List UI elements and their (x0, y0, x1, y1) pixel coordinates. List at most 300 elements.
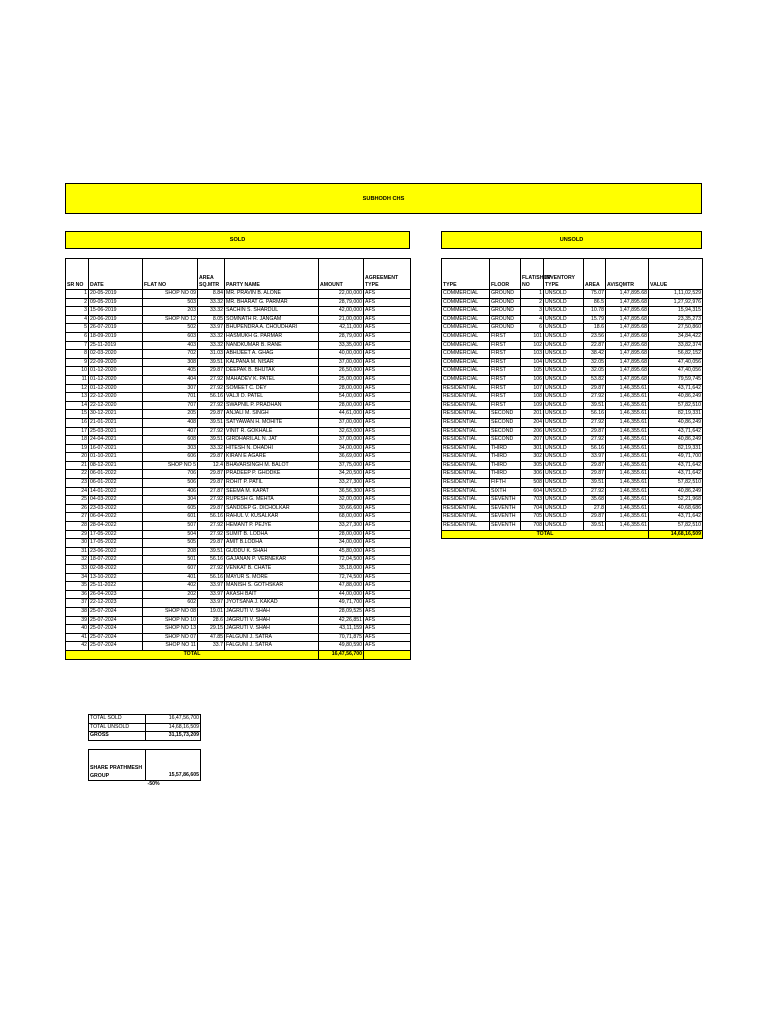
sold-cell: AFS (364, 315, 411, 324)
sold-cell: HITESH N. DHADHI (225, 444, 319, 453)
unsold-row (442, 307, 703, 316)
sold-cell: AFS (364, 324, 411, 333)
unsold-cell: 53.82 (584, 375, 606, 384)
sold-cell: 27.92 (198, 530, 225, 539)
summary-label: GROSS (89, 732, 146, 741)
sold-cell: 33.32 (198, 444, 225, 453)
sold-cell: 28,00,000 (319, 401, 364, 410)
sold-cell: 603 (143, 332, 198, 341)
unsold-cell: 1,46,355.61 (606, 513, 649, 522)
unsold-total-value: 14,68,16,509 (649, 530, 703, 539)
unsold-row (442, 504, 703, 513)
sold-cell: 40,00,000 (319, 350, 364, 359)
unsold-cell: UNSOLD (544, 298, 584, 307)
unsold-row (442, 298, 703, 307)
sold-cell: 602 (143, 599, 198, 608)
unsold-cell: FIRST (490, 393, 521, 402)
unsold-cell: 106 (521, 375, 544, 384)
sold-cell: AFS (364, 298, 411, 307)
sold-cell: 35,18,000 (319, 565, 364, 574)
unsold-cell: SIXTH (490, 487, 521, 496)
sold-cell: MR. BHARAT G. PARMAR (225, 298, 319, 307)
col-header-area: AREA SQ.MTR (198, 259, 225, 290)
col-header-flat-shop-no: FLAT/SHOP NO (521, 259, 544, 290)
sold-cell: 10 (66, 367, 89, 376)
sold-row (66, 410, 411, 419)
sold-cell: 407 (143, 427, 198, 436)
sold-cell: AFS (364, 582, 411, 591)
unsold-cell: RESIDENTIAL (442, 522, 490, 531)
unsold-row (442, 324, 703, 333)
sold-row (66, 290, 411, 299)
sold-cell: 23 (66, 479, 89, 488)
unsold-cell: SECOND (490, 427, 521, 436)
sold-cell: 33,27,300 (319, 479, 364, 488)
sold-row (66, 324, 411, 333)
unsold-cell: 1,46,355.61 (606, 444, 649, 453)
unsold-cell: GROUND (490, 307, 521, 316)
unsold-cell: 102 (521, 341, 544, 350)
sold-cell: 25-07-2024 (89, 616, 143, 625)
unsold-cell: 1,47,895.68 (606, 290, 649, 299)
unsold-cell: 2 (521, 298, 544, 307)
sold-cell: AFS (364, 307, 411, 316)
sold-cell: 32,00,000 (319, 496, 364, 505)
sold-cell: 22-12-2020 (89, 401, 143, 410)
sold-cell: AFS (364, 341, 411, 350)
unsold-cell: UNSOLD (544, 504, 584, 513)
unsold-cell: 201 (521, 410, 544, 419)
sold-cell: 3 (66, 307, 89, 316)
sold-cell: AFS (364, 384, 411, 393)
unsold-cell: 49,71,700 (649, 453, 703, 462)
unsold-cell: 82,19,331 (649, 444, 703, 453)
sold-cell: 20-05-2019 (89, 290, 143, 299)
sold-cell: 6 (66, 332, 89, 341)
sold-cell: 15-06-2019 (89, 307, 143, 316)
sold-cell: 01-12-2020 (89, 384, 143, 393)
sold-row (66, 539, 411, 548)
unsold-cell: 32.05 (584, 367, 606, 376)
sold-cell: 47.85 (198, 633, 225, 642)
unsold-cell: RESIDENTIAL (442, 461, 490, 470)
unsold-cell: 109 (521, 401, 544, 410)
share-table (88, 749, 201, 789)
unsold-cell: 27.8 (584, 504, 606, 513)
unsold-cell: RESIDENTIAL (442, 427, 490, 436)
sold-cell: AFS (364, 479, 411, 488)
sold-cell: 27.92 (198, 401, 225, 410)
unsold-cell: 708 (521, 522, 544, 531)
unsold-cell: UNSOLD (544, 332, 584, 341)
unsold-row (442, 513, 703, 522)
sold-cell: 04-03-2022 (89, 496, 143, 505)
sold-cell: 501 (143, 556, 198, 565)
unsold-cell: 6 (521, 324, 544, 333)
sold-cell: 28,79,000 (319, 298, 364, 307)
unsold-cell: 39.51 (584, 401, 606, 410)
sold-cell: 607 (143, 565, 198, 574)
sold-cell: 22,00,000 (319, 290, 364, 299)
col-header-date: DATE (89, 259, 143, 290)
sold-cell: 504 (143, 530, 198, 539)
sold-cell: 32,63,000 (319, 427, 364, 436)
sold-cell: SHOP NO 08 (143, 607, 198, 616)
sold-total-label: TOTAL (66, 650, 319, 659)
sold-cell: 39.51 (198, 436, 225, 445)
unsold-cell: 52,21,968 (649, 496, 703, 505)
unsold-cell: UNSOLD (544, 444, 584, 453)
share-value: 15,57,86,605 (146, 750, 201, 781)
sold-cell: AFS (364, 530, 411, 539)
sold-row (66, 470, 411, 479)
sold-cell: 14-01-2022 (89, 487, 143, 496)
col-header-type: TYPE (442, 259, 490, 290)
unsold-cell: UNSOLD (544, 393, 584, 402)
sold-row (66, 393, 411, 402)
sold-row (66, 504, 411, 513)
unsold-cell: COMMERCIAL (442, 307, 490, 316)
sold-cell: 70,71,875 (319, 633, 364, 642)
sold-cell: 18-09-2019 (89, 332, 143, 341)
sold-cell: 404 (143, 375, 198, 384)
sold-row (66, 307, 411, 316)
unsold-cell: COMMERCIAL (442, 324, 490, 333)
sold-cell: SUMIT B. LODHA (225, 530, 319, 539)
unsold-cell: 1,46,355.61 (606, 401, 649, 410)
sold-cell: BHAVARSINGH M. BALOT (225, 461, 319, 470)
sold-cell: 25-11-2019 (89, 341, 143, 350)
unsold-cell: UNSOLD (544, 410, 584, 419)
sold-cell: KIRAN E AGARE (225, 453, 319, 462)
sold-cell: 8.05 (198, 315, 225, 324)
unsold-cell: 29.87 (584, 427, 606, 436)
sold-cell: 28,00,000 (319, 384, 364, 393)
unsold-cell: 23,35,273 (649, 315, 703, 324)
unsold-cell: UNSOLD (544, 427, 584, 436)
sold-cell: 72,04,500 (319, 556, 364, 565)
unsold-cell: 1,46,355.61 (606, 384, 649, 393)
unsold-cell: 206 (521, 427, 544, 436)
sold-row (66, 401, 411, 410)
sold-cell: 36,56,300 (319, 487, 364, 496)
unsold-cell: 3 (521, 307, 544, 316)
unsold-row (442, 290, 703, 299)
unsold-cell: COMMERCIAL (442, 341, 490, 350)
sold-cell: SHOP NO 5 (143, 461, 198, 470)
unsold-cell: 1,46,355.61 (606, 487, 649, 496)
unsold-cell: 27,50,860 (649, 324, 703, 333)
sold-cell: 25-11-2022 (89, 582, 143, 591)
unsold-header-row (442, 259, 703, 290)
sold-cell: 06-04-2022 (89, 513, 143, 522)
sold-cell: 21 (66, 461, 89, 470)
sold-cell: AFS (364, 539, 411, 548)
sold-cell: RAHUL V. KUSALKAR (225, 513, 319, 522)
unsold-cell: UNSOLD (544, 496, 584, 505)
unsold-cell: UNSOLD (544, 436, 584, 445)
unsold-cell: 104 (521, 358, 544, 367)
sold-cell: 33.97 (198, 590, 225, 599)
sold-cell: 27.92 (198, 496, 225, 505)
sold-cell: 28.6 (198, 616, 225, 625)
sold-cell: 29.15 (198, 625, 225, 634)
sold-cell: 01-10-2021 (89, 453, 143, 462)
sold-cell: 35 (66, 582, 89, 591)
sold-row (66, 358, 411, 367)
sold-cell: SHOP NO 07 (143, 633, 198, 642)
unsold-cell: 1,11,02,529 (649, 290, 703, 299)
unsold-cell: SEVENTH (490, 496, 521, 505)
unsold-cell: RESIDENTIAL (442, 513, 490, 522)
unsold-cell: COMMERCIAL (442, 350, 490, 359)
sold-cell: 608 (143, 436, 198, 445)
sold-cell: GUDDU K. SHAH (225, 547, 319, 556)
sold-row (66, 444, 411, 453)
unsold-cell: UNSOLD (544, 522, 584, 531)
sold-row (66, 487, 411, 496)
sold-cell: 28,09,525 (319, 607, 364, 616)
unsold-cell: FIRST (490, 375, 521, 384)
unsold-cell: 604 (521, 487, 544, 496)
unsold-cell: 105 (521, 367, 544, 376)
sold-cell: 12 (66, 384, 89, 393)
unsold-cell: 47,40,056 (649, 367, 703, 376)
unsold-cell: 35.68 (584, 496, 606, 505)
sold-cell: 56.16 (198, 513, 225, 522)
sold-cell: MAHADEV K. PATEL (225, 375, 319, 384)
sold-cell: AFS (364, 573, 411, 582)
sold-cell: 701 (143, 393, 198, 402)
unsold-cell: 56.16 (584, 444, 606, 453)
col-header-flat-no: FLAT NO (143, 259, 198, 290)
unsold-row (442, 487, 703, 496)
sold-cell: AFS (364, 599, 411, 608)
unsold-cell: 57,82,510 (649, 479, 703, 488)
sold-cell: 42,26,851 (319, 616, 364, 625)
sold-cell: 505 (143, 539, 198, 548)
unsold-cell: COMMERCIAL (442, 332, 490, 341)
share-percent-spacer (89, 781, 146, 789)
sold-cell: SHOP NO 13 (143, 625, 198, 634)
unsold-cell: THIRD (490, 470, 521, 479)
sold-row (66, 642, 411, 651)
sold-cell: 26,50,000 (319, 367, 364, 376)
unsold-cell: GROUND (490, 315, 521, 324)
sold-cell: RUPESH G. MEHTA (225, 496, 319, 505)
unsold-cell: SECOND (490, 410, 521, 419)
unsold-row (442, 350, 703, 359)
sold-cell: 29.87 (198, 453, 225, 462)
sold-cell: SHOP NO 11 (143, 642, 198, 651)
sold-cell: 34,00,000 (319, 539, 364, 548)
unsold-cell: FIRST (490, 358, 521, 367)
sold-cell: SATYAWAN H. MOHITE (225, 418, 319, 427)
unsold-cell: 1,46,355.61 (606, 522, 649, 531)
col-header-value: VALUE (649, 259, 703, 290)
sold-cell: 24 (66, 487, 89, 496)
unsold-cell: 32.05 (584, 358, 606, 367)
unsold-cell: 33,82,374 (649, 341, 703, 350)
sold-cell: 40 (66, 625, 89, 634)
sold-cell: 45,80,000 (319, 547, 364, 556)
unsold-cell: 47,40,056 (649, 358, 703, 367)
sold-cell: 49,80,590 (319, 642, 364, 651)
sold-cell: 308 (143, 358, 198, 367)
sold-cell: 19 (66, 444, 89, 453)
sold-cell: 29.87 (198, 504, 225, 513)
sold-cell: 37,00,000 (319, 358, 364, 367)
sold-total-row (66, 650, 411, 659)
sold-cell: 33.97 (198, 582, 225, 591)
unsold-cell: 33.97 (584, 453, 606, 462)
sold-cell: 406 (143, 487, 198, 496)
share-percent: -50% (147, 781, 160, 787)
sold-cell: SWAPNIL P. PRADHAN (225, 401, 319, 410)
sold-cell: 02-08-2022 (89, 565, 143, 574)
unsold-cell: 703 (521, 496, 544, 505)
unsold-cell: 1,46,355.61 (606, 479, 649, 488)
unsold-cell: UNSOLD (544, 461, 584, 470)
unsold-row (442, 410, 703, 419)
unsold-cell: 704 (521, 504, 544, 513)
sold-cell: FALGUNI J. SATRA (225, 633, 319, 642)
unsold-cell: FIRST (490, 332, 521, 341)
unsold-cell: 1,47,895.68 (606, 332, 649, 341)
unsold-cell: 10.78 (584, 307, 606, 316)
unsold-row (442, 522, 703, 531)
unsold-row (442, 401, 703, 410)
unsold-cell: 204 (521, 418, 544, 427)
sold-cell: JYOTSANA J. KAKAD (225, 599, 319, 608)
sold-cell: JAGRUTI V. SHAH (225, 616, 319, 625)
unsold-cell: 27.92 (584, 487, 606, 496)
unsold-cell: 15,94,315 (649, 307, 703, 316)
col-header-party-name: PARTY NAME (225, 259, 319, 290)
sold-cell: 25-07-2024 (89, 607, 143, 616)
unsold-row (442, 470, 703, 479)
share-percent-row (89, 781, 201, 789)
unsold-cell: RESIDENTIAL (442, 384, 490, 393)
unsold-cell: FIRST (490, 367, 521, 376)
sold-cell: 22-12-2023 (89, 599, 143, 608)
sold-cell: 44,61,000 (319, 410, 364, 419)
unsold-cell: 29.87 (584, 470, 606, 479)
sold-row (66, 573, 411, 582)
unsold-cell: 27.92 (584, 393, 606, 402)
sold-cell: 22-09-2020 (89, 358, 143, 367)
sold-cell: 33.32 (198, 332, 225, 341)
unsold-cell: SEVENTH (490, 522, 521, 531)
unsold-cell: THIRD (490, 461, 521, 470)
sold-cell: 506 (143, 479, 198, 488)
sold-cell: 28-04-2022 (89, 522, 143, 531)
sold-cell: JAGRUTI V. SHAH (225, 607, 319, 616)
sold-cell: 32 (66, 556, 89, 565)
sold-cell: 33,27,300 (319, 522, 364, 531)
sold-cell: 09-05-2019 (89, 298, 143, 307)
unsold-cell: 1,47,895.68 (606, 307, 649, 316)
sold-cell: 13 (66, 393, 89, 402)
summary-row-gross (89, 732, 201, 741)
unsold-cell: 40,68,686 (649, 504, 703, 513)
unsold-cell: 18.6 (584, 324, 606, 333)
sold-cell: 38 (66, 607, 89, 616)
unsold-row (442, 453, 703, 462)
sold-cell: SHOP NO 09 (143, 290, 198, 299)
sold-cell: 26-04-2023 (89, 590, 143, 599)
sold-row (66, 341, 411, 350)
sold-cell: 21,00,000 (319, 315, 364, 324)
sold-cell: AFS (364, 522, 411, 531)
unsold-cell: SECOND (490, 436, 521, 445)
unsold-cell: 40,86,249 (649, 418, 703, 427)
unsold-cell: UNSOLD (544, 470, 584, 479)
unsold-cell: UNSOLD (544, 487, 584, 496)
unsold-cell: 57,82,510 (649, 522, 703, 531)
unsold-cell: RESIDENTIAL (442, 401, 490, 410)
sold-cell: NANDKUMAR B. RANE (225, 341, 319, 350)
unsold-cell: RESIDENTIAL (442, 487, 490, 496)
sold-cell: 72,74,500 (319, 573, 364, 582)
sold-cell: AFS (364, 401, 411, 410)
share-label: SHARE PRATHMESH GROUP (89, 750, 146, 781)
unsold-cell: 1,47,895.68 (606, 341, 649, 350)
unsold-cell: RESIDENTIAL (442, 410, 490, 419)
sold-row (66, 479, 411, 488)
unsold-cell: UNSOLD (544, 290, 584, 299)
sold-table (65, 258, 411, 660)
sold-cell: HASMUKH G. PARMAR (225, 332, 319, 341)
unsold-cell: 43,71,642 (649, 461, 703, 470)
sold-cell: VALJI D. PATEL (225, 393, 319, 402)
sold-cell: 08-12-2021 (89, 461, 143, 470)
unsold-cell: 40,86,249 (649, 436, 703, 445)
unsold-row (442, 418, 703, 427)
sold-cell: SANDDEP G. DICHOLKAR (225, 504, 319, 513)
sold-cell: 20 (66, 453, 89, 462)
unsold-row (442, 358, 703, 367)
unsold-cell: 56.16 (584, 410, 606, 419)
sold-cell: AFS (364, 436, 411, 445)
sold-cell: 30,66,600 (319, 504, 364, 513)
unsold-cell: 29.87 (584, 513, 606, 522)
sold-cell: 39.51 (198, 418, 225, 427)
sold-cell: 39.51 (198, 358, 225, 367)
unsold-cell: 1,47,895.68 (606, 298, 649, 307)
unsold-cell: COMMERCIAL (442, 375, 490, 384)
sold-cell: 605 (143, 504, 198, 513)
sold-cell: 22 (66, 470, 89, 479)
sold-cell: 502 (143, 324, 198, 333)
sold-cell: 49,71,700 (319, 599, 364, 608)
sold-cell: SACHIN S. SHARDUL (225, 307, 319, 316)
sold-cell: 01-12-2020 (89, 375, 143, 384)
sold-cell: 33.32 (198, 341, 225, 350)
unsold-cell: 23.56 (584, 332, 606, 341)
unsold-cell: RESIDENTIAL (442, 393, 490, 402)
unsold-total-label: TOTAL (442, 530, 649, 539)
sold-cell: 13-10-2022 (89, 573, 143, 582)
sold-cell: 23-06-2022 (89, 547, 143, 556)
sold-cell: AFS (364, 418, 411, 427)
sold-cell: 27.92 (198, 375, 225, 384)
sold-cell: 5 (66, 324, 89, 333)
unsold-cell: 29.87 (584, 384, 606, 393)
unsold-cell: UNSOLD (544, 375, 584, 384)
unsold-cell: RESIDENTIAL (442, 504, 490, 513)
sold-cell: 33.32 (198, 307, 225, 316)
